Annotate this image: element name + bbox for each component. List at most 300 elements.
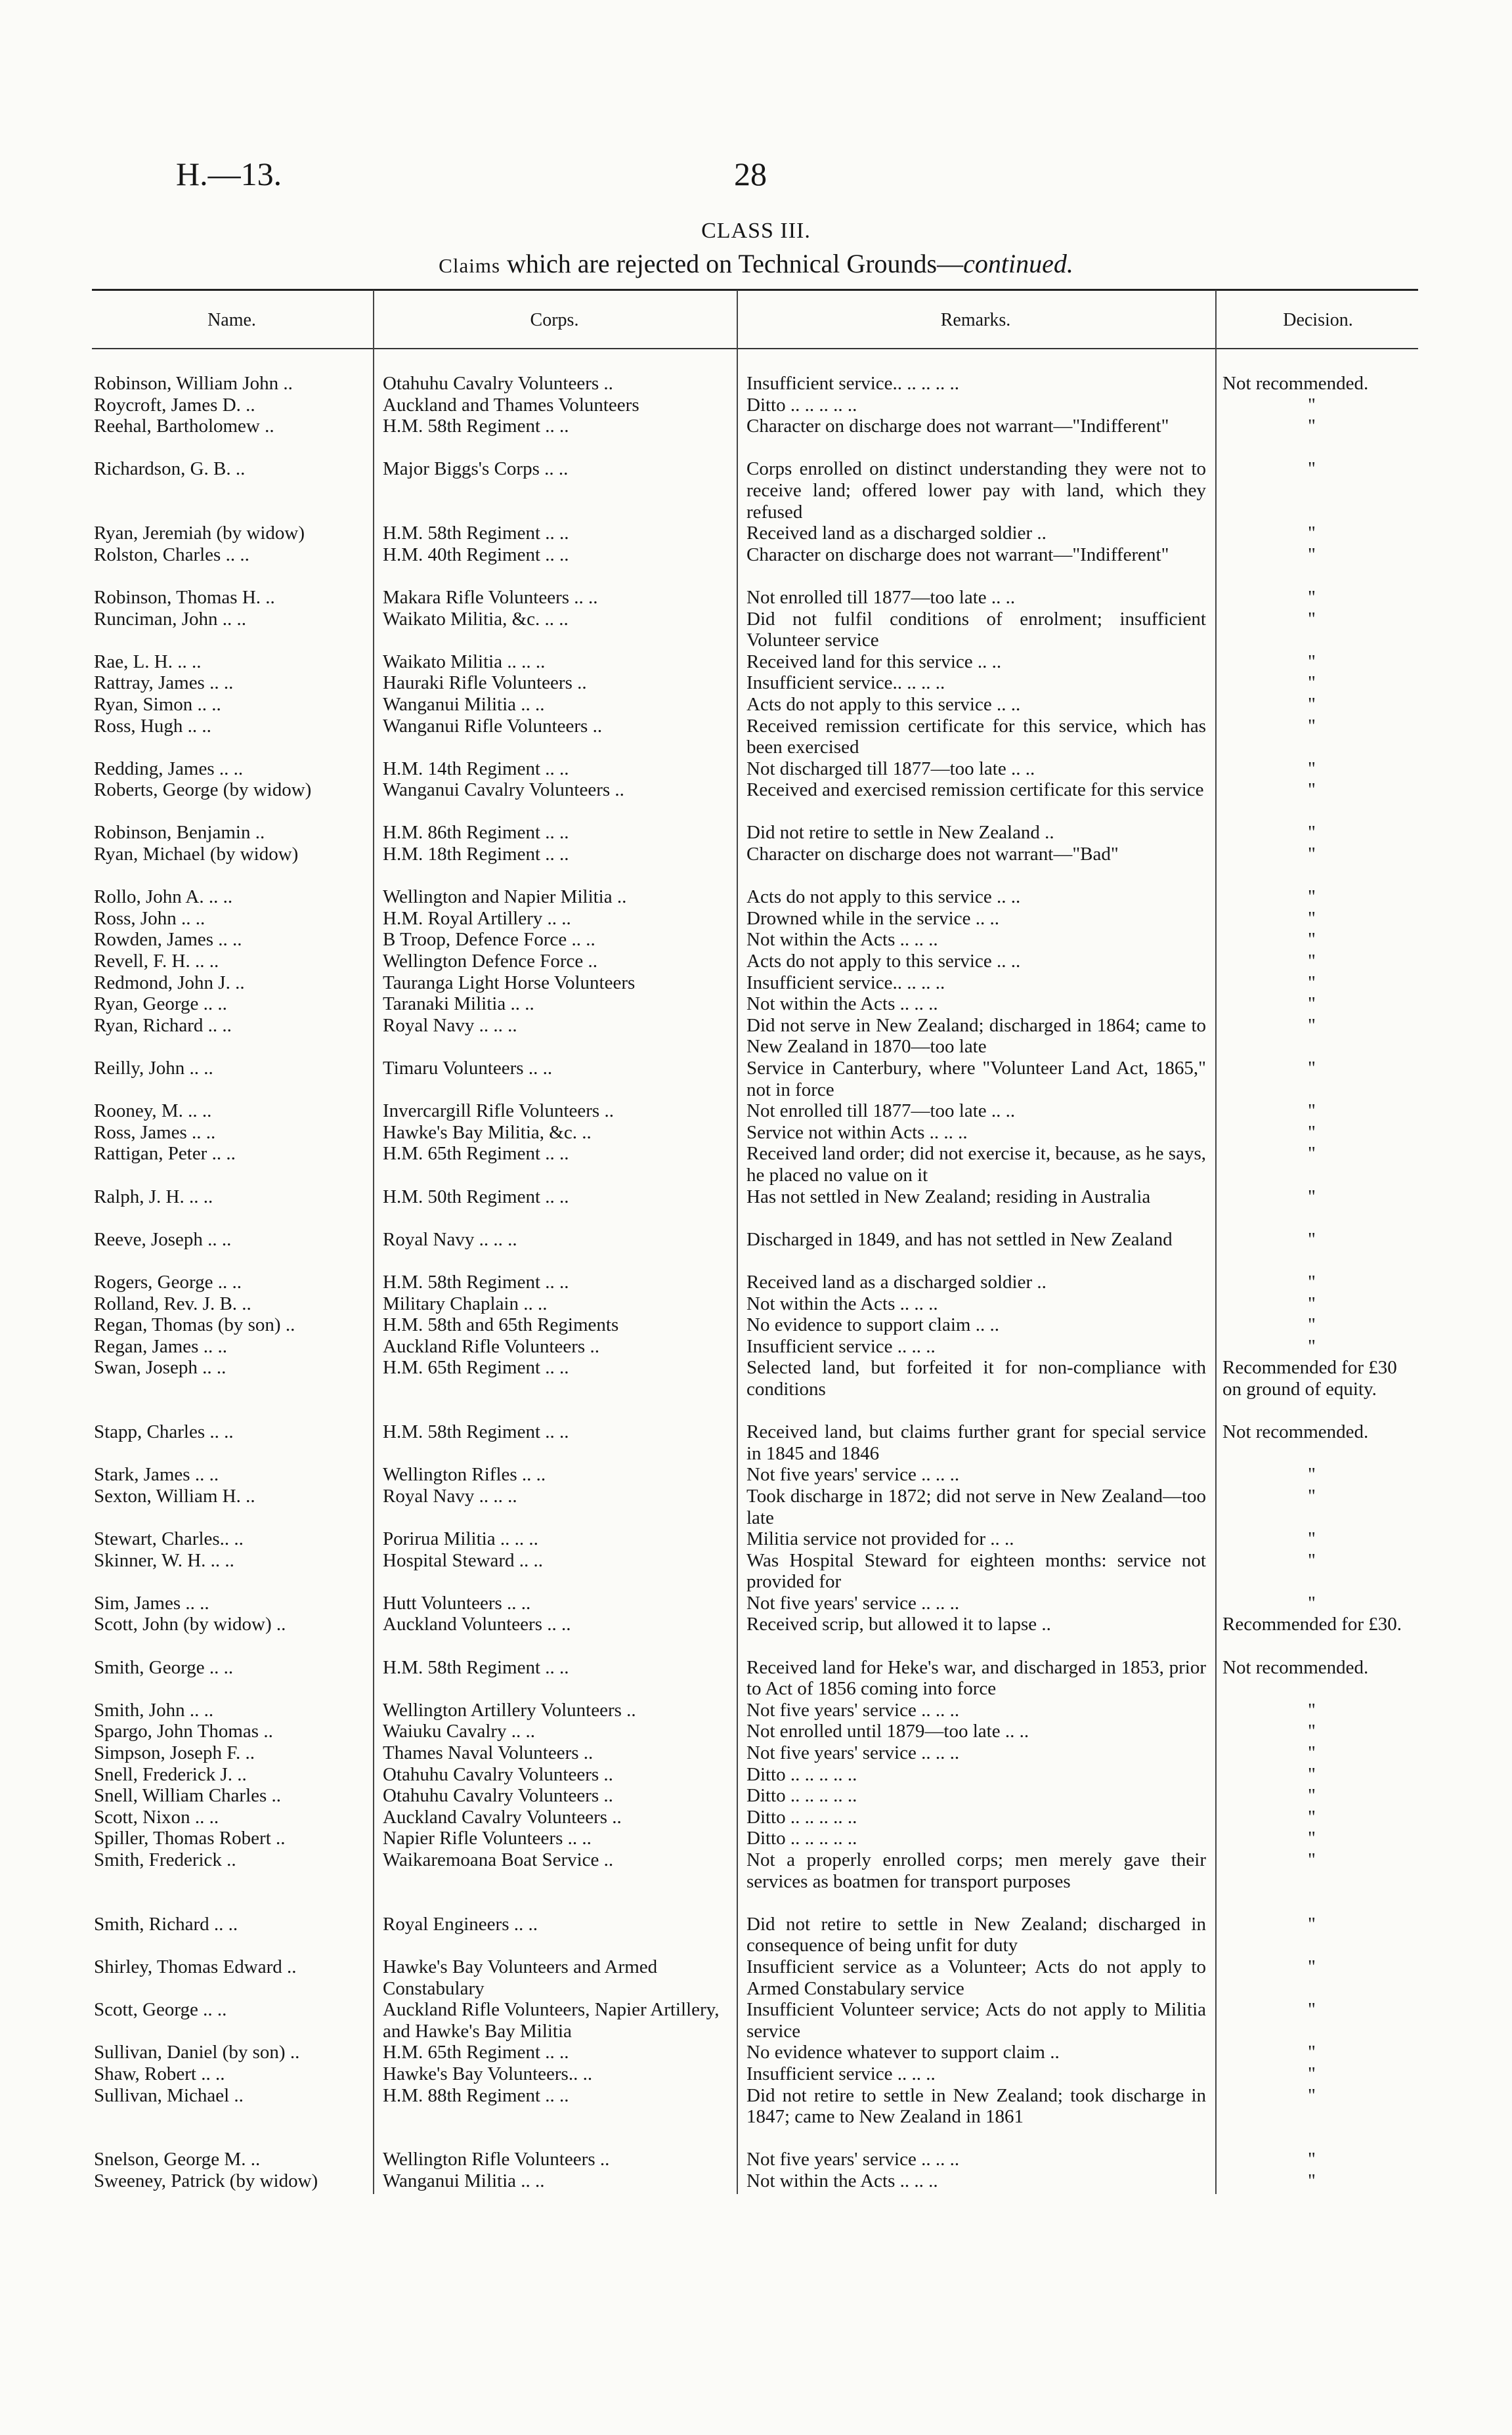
- decision: ": [1308, 822, 1316, 844]
- corps: Wanganui Rifle Volunteers ..: [383, 715, 603, 737]
- decision: ": [1308, 1314, 1316, 1336]
- corps: Makara Rifle Volunteers .. ..: [383, 586, 598, 608]
- claimant-name: Robinson, William John ..: [94, 373, 293, 394]
- decision: ": [1308, 1293, 1316, 1314]
- decision: ": [1308, 2042, 1316, 2063]
- claimant-name: Skinner, W. H. .. ..: [94, 1549, 234, 1571]
- table-row: [0, 544, 1512, 587]
- decision: Not recommended.: [1222, 1656, 1369, 1678]
- table-row: [0, 929, 1512, 951]
- page-number: 28: [734, 156, 767, 192]
- claimant-name: Sullivan, Michael ..: [94, 2084, 244, 2106]
- corps: H.M. 58th Regiment .. ..: [383, 523, 569, 544]
- remarks: Insufficient service .. .. ..: [746, 1335, 936, 1357]
- claimant-name: Sweeney, Patrick (by widow): [94, 2170, 318, 2191]
- table-row: [0, 844, 1512, 886]
- corps: B Troop, Defence Force .. ..: [383, 929, 595, 951]
- remarks: Received land for this service .. ..: [746, 651, 1002, 672]
- decision: ": [1308, 1335, 1316, 1357]
- remarks: Was Hospital Steward for eighteen months: service not provided for: [746, 1549, 1206, 1593]
- claimant-name: Runciman, John .. ..: [94, 608, 246, 630]
- corps: Otahuhu Cavalry Volunteers ..: [383, 1785, 613, 1807]
- claimant-name: Reilly, John .. ..: [94, 1058, 213, 1079]
- decision: ": [1308, 608, 1316, 630]
- claimant-name: Rolston, Charles .. ..: [94, 544, 249, 565]
- claimant-name: Sim, James .. ..: [94, 1592, 209, 1614]
- claimant-name: Smith, George .. ..: [94, 1656, 234, 1678]
- decision: ": [1308, 1699, 1316, 1721]
- corps: H.M. 65th Regiment .. ..: [383, 2042, 569, 2063]
- claimant-name: Reehal, Bartholomew ..: [94, 416, 274, 437]
- table-row: [0, 523, 1512, 544]
- remarks: Received and exercised remission certificate for this service: [746, 779, 1204, 801]
- table-row: [0, 1614, 1512, 1656]
- decision: ": [1308, 1485, 1316, 1507]
- remarks: Acts do not apply to this service .. ..: [746, 693, 1021, 715]
- corps: Royal Navy .. .. ..: [383, 1228, 517, 1250]
- remarks: Did not retire to settle in New Zealand; took discharge in 1847; came to New Zealand in 1861: [746, 2084, 1206, 2128]
- remarks: Received remission certificate for this service, which has been exercised: [746, 715, 1206, 758]
- decision: ": [1308, 523, 1316, 544]
- claimant-name: Rattray, James .. ..: [94, 672, 234, 694]
- remarks: Ditto .. .. .. .. ..: [746, 394, 857, 416]
- corps: Timaru Volunteers .. ..: [383, 1058, 553, 1079]
- decision: ": [1308, 951, 1316, 972]
- claimant-name: Spargo, John Thomas ..: [94, 1721, 273, 1742]
- table-row: [0, 1764, 1512, 1786]
- remarks: Selected land, but forfeited it for non-compliance with conditions: [746, 1357, 1206, 1400]
- table-row: [0, 1015, 1512, 1058]
- decision: ": [1308, 1828, 1316, 1849]
- claimant-name: Regan, James .. ..: [94, 1335, 227, 1357]
- table-row: [0, 1999, 1512, 2042]
- corps: Wanganui Militia .. ..: [383, 2170, 545, 2191]
- claimant-name: Ryan, Simon .. ..: [94, 693, 221, 715]
- remarks: Not five years' service .. .. ..: [746, 1592, 960, 1614]
- decision: ": [1308, 458, 1316, 480]
- remarks: Acts do not apply to this service .. ..: [746, 951, 1021, 972]
- claimant-name: Scott, John (by widow) ..: [94, 1614, 286, 1635]
- corps: H.M. 86th Regiment .. ..: [383, 822, 569, 844]
- corps: Wellington Rifle Volunteers ..: [383, 2149, 610, 2170]
- claimant-name: Ross, John .. ..: [94, 907, 205, 929]
- remarks: Not discharged till 1877—too late .. ..: [746, 758, 1035, 779]
- decision: ": [1308, 1528, 1316, 1550]
- claimant-name: Spiller, Thomas Robert ..: [94, 1828, 286, 1849]
- corps: Taranaki Militia .. ..: [383, 993, 534, 1015]
- decision: ": [1308, 993, 1316, 1015]
- column-header-decision: Decision.: [1283, 310, 1353, 330]
- decision: ": [1308, 2084, 1316, 2106]
- remarks: Militia service not provided for .. ..: [746, 1528, 1014, 1550]
- decision: ": [1308, 1271, 1316, 1293]
- corps: Auckland Cavalry Volunteers ..: [383, 1806, 622, 1828]
- decision: ": [1308, 1721, 1316, 1742]
- corps: Invercargill Rifle Volunteers ..: [383, 1100, 614, 1122]
- decision: ": [1308, 1549, 1316, 1571]
- remarks: Insufficient service.. .. .. .. ..: [746, 373, 960, 394]
- corps: Porirua Militia .. .. ..: [383, 1528, 538, 1550]
- table-row: [0, 672, 1512, 694]
- table-row: [0, 1293, 1512, 1315]
- decision: ": [1308, 758, 1316, 779]
- decision: ": [1308, 1592, 1316, 1614]
- decision: Not recommended.: [1222, 1421, 1369, 1443]
- corps: Royal Navy .. .. ..: [383, 1014, 517, 1036]
- table-row: [0, 1314, 1512, 1336]
- decision: ": [1308, 1999, 1316, 2021]
- table-row: [0, 1186, 1512, 1229]
- remarks: Discharged in 1849, and has not settled in New Zealand: [746, 1228, 1173, 1250]
- table-row: [0, 1421, 1512, 1464]
- corps: Auckland Volunteers .. ..: [383, 1614, 571, 1635]
- table-row: [0, 1849, 1512, 1914]
- claimant-name: Snelson, George M. ..: [94, 2149, 261, 2170]
- remarks: Received land order; did not exercise it, because, as he says, he placed no value on it: [746, 1143, 1206, 1186]
- table-row: [0, 886, 1512, 908]
- remarks: Service not within Acts .. .. ..: [746, 1121, 968, 1143]
- decision: ": [1308, 844, 1316, 865]
- remarks: Not enrolled till 1877—too late .. ..: [746, 1100, 1016, 1122]
- table-row: [0, 395, 1512, 416]
- remarks: Insufficient service.. .. .. ..: [746, 672, 945, 694]
- corps: H.M. 58th Regiment .. ..: [383, 416, 569, 437]
- remarks: Did not fulfil conditions of enrolment; insufficient Volunteer service: [746, 608, 1206, 651]
- claimant-name: Swan, Joseph .. ..: [94, 1357, 227, 1379]
- table-row: [0, 1914, 1512, 1956]
- remarks: Character on discharge does not warrant—"Indifferent": [746, 544, 1169, 565]
- decision: ": [1308, 1186, 1316, 1207]
- decision: ": [1308, 693, 1316, 715]
- claimant-name: Redding, James .. ..: [94, 758, 244, 779]
- corps: H.M. 88th Regiment .. ..: [383, 2084, 569, 2106]
- claimant-name: Ralph, J. H. .. ..: [94, 1186, 213, 1207]
- table-row: [0, 1357, 1512, 1421]
- table-row: [0, 416, 1512, 458]
- claimant-name: Sexton, William H. ..: [94, 1485, 255, 1507]
- remarks: Received land, but claims further grant for special service in 1845 and 1846: [746, 1421, 1206, 1464]
- corps: H.M. 50th Regiment .. ..: [383, 1186, 569, 1207]
- corps: H.M. 18th Regiment .. ..: [383, 844, 569, 865]
- table-row: [0, 908, 1512, 930]
- table-row: [0, 758, 1512, 780]
- corps: H.M. 65th Regiment .. ..: [383, 1143, 569, 1165]
- table-top-rule: [92, 289, 1418, 291]
- corps: Auckland Rifle Volunteers ..: [383, 1335, 599, 1357]
- table-row: [0, 822, 1512, 844]
- corps: Hauraki Rifle Volunteers ..: [383, 672, 587, 694]
- claimant-name: Richardson, G. B. ..: [94, 458, 246, 480]
- table-row: [0, 2042, 1512, 2063]
- table-row: [0, 1593, 1512, 1614]
- claimant-name: Ryan, George .. ..: [94, 993, 227, 1015]
- claimant-name: Smith, John .. ..: [94, 1699, 214, 1721]
- corps: Wanganui Militia .. ..: [383, 693, 545, 715]
- table-row: [0, 587, 1512, 609]
- corps: Napier Rifle Volunteers .. ..: [383, 1828, 592, 1849]
- corps: H.M. 65th Regiment .. ..: [383, 1357, 569, 1379]
- claims-table-body: [0, 373, 1512, 2192]
- table-row: [0, 1336, 1512, 1358]
- decision: Not recommended.: [1222, 373, 1369, 394]
- table-row: [0, 1272, 1512, 1293]
- decision: Recommended for £30.: [1222, 1614, 1402, 1635]
- remarks: Insufficient service as a Volunteer; Acts do not apply to Armed Constabulary service: [746, 1956, 1206, 1999]
- corps: Thames Naval Volunteers ..: [383, 1742, 594, 1764]
- decision: ": [1308, 929, 1316, 951]
- table-row: [0, 609, 1512, 651]
- remarks: Ditto .. .. .. .. ..: [746, 1806, 857, 1828]
- decision: ": [1308, 1763, 1316, 1785]
- claimant-name: Ryan, Jeremiah (by widow): [94, 523, 305, 544]
- table-row: [0, 972, 1512, 994]
- table-row: [0, 2149, 1512, 2170]
- remarks: Character on discharge does not warrant—"Indifferent": [746, 416, 1169, 437]
- decision: ": [1308, 1913, 1316, 1935]
- decision: ": [1308, 907, 1316, 929]
- table-row: [0, 1122, 1512, 1144]
- corps: Waikato Militia .. .. ..: [383, 651, 546, 672]
- remarks: Not a properly enrolled corps; men merely gave their services as boatmen for transport purposes: [746, 1849, 1206, 1892]
- corps: Waikaremoana Boat Service ..: [383, 1849, 614, 1870]
- corps: Otahuhu Cavalry Volunteers ..: [383, 1763, 613, 1785]
- remarks: Drowned while in the service .. ..: [746, 907, 999, 929]
- decision: ": [1308, 715, 1316, 737]
- decision: Recommended for £30 on ground of equity.: [1222, 1357, 1397, 1400]
- decision: ": [1308, 2063, 1316, 2084]
- remarks: Insufficient service.. .. .. ..: [746, 972, 945, 993]
- claimant-name: Stewart, Charles.. ..: [94, 1528, 244, 1550]
- corps: Wellington and Napier Militia ..: [383, 886, 627, 908]
- corps: H.M. 58th Regiment .. ..: [383, 1271, 569, 1293]
- claimant-name: Rollo, John A. .. ..: [94, 886, 233, 908]
- remarks: Not five years' service .. .. ..: [746, 2149, 960, 2170]
- remarks: Character on discharge does not warrant—"Bad": [746, 844, 1119, 865]
- corps: H.M. 14th Regiment .. ..: [383, 758, 569, 779]
- remarks: Ditto .. .. .. .. ..: [746, 1828, 857, 1849]
- table-row: [0, 373, 1512, 395]
- corps: Wellington Artillery Volunteers ..: [383, 1699, 636, 1721]
- table-subtitle: [0, 248, 1512, 279]
- subtitle-mid: which are rejected on Technical Grounds—: [507, 249, 964, 278]
- table-row: [0, 1143, 1512, 1186]
- table-row: [0, 2170, 1512, 2192]
- decision: ": [1308, 2170, 1316, 2191]
- remarks: Did not serve in New Zealand; discharged in 1864; came to New Zealand in 1870—too late: [746, 1014, 1206, 1058]
- claimant-name: Smith, Richard .. ..: [94, 1913, 238, 1935]
- corps: Waiuku Cavalry .. ..: [383, 1721, 536, 1742]
- table-header-rule: [92, 348, 1418, 349]
- remarks: Not five years' service .. .. ..: [746, 1699, 960, 1721]
- corps: Auckland Rifle Volunteers, Napier Artillery, and Hawke's Bay Militia: [383, 1999, 720, 2042]
- claimant-name: Smith, Frederick ..: [94, 1849, 236, 1870]
- claimant-name: Scott, Nixon .. ..: [94, 1806, 219, 1828]
- table-row: [0, 993, 1512, 1015]
- claimant-name: Roberts, George (by widow): [94, 779, 312, 801]
- remarks: Received land as a discharged soldier ..: [746, 1271, 1047, 1293]
- decision: ": [1308, 779, 1316, 801]
- remarks: Ditto .. .. .. .. ..: [746, 1763, 857, 1785]
- subtitle-continued: continued.: [963, 249, 1073, 278]
- remarks: No evidence whatever to support claim ..: [746, 2042, 1060, 2063]
- corps: Wellington Defence Force ..: [383, 951, 598, 972]
- table-row: [0, 458, 1512, 523]
- claimant-name: Regan, Thomas (by son) ..: [94, 1314, 295, 1336]
- table-row: [0, 1785, 1512, 1807]
- table-row: [0, 1100, 1512, 1122]
- document-reference: H.—13.: [176, 156, 282, 192]
- table-row: [0, 1956, 1512, 1999]
- remarks: Not within the Acts .. .. ..: [746, 2170, 938, 2191]
- remarks: Not within the Acts .. .. ..: [746, 993, 938, 1015]
- decision: ": [1308, 1014, 1316, 1036]
- decision: ": [1308, 672, 1316, 694]
- table-row: [0, 694, 1512, 716]
- claimant-name: Ross, James .. ..: [94, 1121, 216, 1143]
- claimant-name: Ross, Hugh .. ..: [94, 715, 211, 737]
- claimant-name: Sullivan, Daniel (by son) ..: [94, 2042, 300, 2063]
- table-row: [0, 2085, 1512, 2149]
- claimant-name: Roycroft, James D. ..: [94, 394, 255, 416]
- decision: ": [1308, 586, 1316, 608]
- claimant-name: Ryan, Michael (by widow): [94, 844, 299, 865]
- claimant-name: Rolland, Rev. J. B. ..: [94, 1293, 251, 1314]
- corps: H.M. 58th and 65th Regiments: [383, 1314, 619, 1336]
- claimant-name: Snell, Frederick J. ..: [94, 1763, 247, 1785]
- table-row: [0, 1550, 1512, 1593]
- corps: H.M. 58th Regiment .. ..: [383, 1656, 569, 1678]
- remarks: Received scrip, but allowed it to lapse ..: [746, 1614, 1051, 1635]
- table-row: [0, 2063, 1512, 2085]
- decision: ": [1308, 1121, 1316, 1143]
- corps: Wellington Rifles .. ..: [383, 1464, 546, 1486]
- corps: Tauranga Light Horse Volunteers: [383, 972, 636, 993]
- corps: H.M. Royal Artillery .. ..: [383, 907, 571, 929]
- claimant-name: Revell, F. H. .. ..: [94, 951, 219, 972]
- table-row: [0, 1807, 1512, 1828]
- corps: H.M. 40th Regiment .. ..: [383, 544, 569, 565]
- corps: Hawke's Bay Volunteers.. ..: [383, 2063, 593, 2084]
- table-row: [0, 1464, 1512, 1486]
- table-row: [0, 1058, 1512, 1100]
- corps: Wanganui Cavalry Volunteers ..: [383, 779, 624, 801]
- corps: Hospital Steward .. ..: [383, 1549, 544, 1571]
- table-row: [0, 1657, 1512, 1700]
- remarks: Insufficient Volunteer service; Acts do not apply to Militia service: [746, 1999, 1206, 2042]
- table-row: [0, 1828, 1512, 1849]
- column-header-remarks: Remarks.: [940, 310, 1011, 330]
- claimant-name: Robinson, Thomas H. ..: [94, 586, 275, 608]
- claimant-name: Ryan, Richard .. ..: [94, 1014, 232, 1036]
- corps: Hawke's Bay Militia, &c. ..: [383, 1121, 592, 1143]
- remarks: Corps enrolled on distinct understanding they were not to receive land; offered lower pay with land, which they refused: [746, 458, 1206, 523]
- decision: ": [1308, 1849, 1316, 1870]
- remarks: Insufficient service .. .. ..: [746, 2063, 936, 2084]
- decision: ": [1308, 1058, 1316, 1079]
- remarks: Not enrolled till 1877—too late .. ..: [746, 586, 1016, 608]
- table-row: [0, 1721, 1512, 1742]
- claimant-name: Rogers, George .. ..: [94, 1271, 242, 1293]
- claimant-name: Stapp, Charles .. ..: [94, 1421, 234, 1443]
- table-row: [0, 1528, 1512, 1550]
- remarks: Received land as a discharged soldier ..: [746, 523, 1047, 544]
- decision: ": [1308, 886, 1316, 908]
- corps: Hawke's Bay Volunteers and Armed Constabulary: [383, 1956, 658, 1999]
- remarks: Has not settled in New Zealand; residing in Australia: [746, 1186, 1151, 1207]
- corps: Royal Engineers .. ..: [383, 1913, 538, 1935]
- remarks: Ditto .. .. .. .. ..: [746, 1785, 857, 1807]
- remarks: Service in Canterbury, where "Volunteer Land Act, 1865," not in force: [746, 1058, 1206, 1100]
- decision: ": [1308, 1100, 1316, 1122]
- corps: H.M. 58th Regiment .. ..: [383, 1421, 569, 1443]
- remarks: Not enrolled until 1879—too late .. ..: [746, 1721, 1029, 1742]
- decision: ": [1308, 1742, 1316, 1764]
- decision: ": [1308, 2149, 1316, 2170]
- corps: Otahuhu Cavalry Volunteers ..: [383, 373, 613, 394]
- column-header-corps: Corps.: [530, 310, 579, 330]
- decision: ": [1308, 1956, 1316, 1977]
- corps: Hutt Volunteers .. ..: [383, 1592, 531, 1614]
- remarks: Not within the Acts .. .. ..: [746, 929, 938, 951]
- claimant-name: Rattigan, Peter .. ..: [94, 1143, 236, 1165]
- claimant-name: Reeve, Joseph .. ..: [94, 1228, 232, 1250]
- decision: ": [1308, 394, 1316, 416]
- claimant-name: Shaw, Robert .. ..: [94, 2063, 225, 2084]
- claimant-name: Robinson, Benjamin ..: [94, 822, 265, 844]
- corps: Waikato Militia, &c. .. ..: [383, 608, 569, 630]
- column-header-name: Name.: [207, 310, 256, 330]
- claimant-name: Rae, L. H. .. ..: [94, 651, 202, 672]
- remarks: Did not retire to settle in New Zealand ..: [746, 822, 1054, 844]
- remarks: Not five years' service .. .. ..: [746, 1742, 960, 1764]
- remarks: Did not retire to settle in New Zealand; discharged in consequence of being unfit for duty: [746, 1913, 1206, 1956]
- table-row: [0, 1229, 1512, 1272]
- table-row: [0, 1700, 1512, 1721]
- table-row: [0, 951, 1512, 972]
- decision: ": [1308, 972, 1316, 993]
- remarks: Received land for Heke's war, and discharged in 1853, prior to Act of 1856 coming into force: [746, 1656, 1206, 1700]
- remarks: Not five years' service .. .. ..: [746, 1464, 960, 1486]
- subtitle-lead: Claims: [439, 254, 501, 277]
- corps: Military Chaplain .. ..: [383, 1293, 548, 1314]
- claimant-name: Stark, James .. ..: [94, 1464, 219, 1486]
- decision: ": [1308, 544, 1316, 565]
- claimant-name: Snell, William Charles ..: [94, 1785, 282, 1807]
- claimant-name: Shirley, Thomas Edward ..: [94, 1956, 297, 1977]
- table-row: [0, 716, 1512, 758]
- corps: Auckland and Thames Volunteers: [383, 394, 639, 416]
- remarks: Not within the Acts .. .. ..: [746, 1293, 938, 1314]
- claimant-name: Rooney, M. .. ..: [94, 1100, 212, 1122]
- decision: ": [1308, 1785, 1316, 1807]
- decision: ": [1308, 1806, 1316, 1828]
- class-title: CLASS III.: [701, 219, 811, 243]
- remarks: Took discharge in 1872; did not serve in New Zealand—too late: [746, 1485, 1206, 1528]
- table-row: [0, 651, 1512, 673]
- claimant-name: Simpson, Joseph F. ..: [94, 1742, 255, 1764]
- claimant-name: Scott, George .. ..: [94, 1999, 227, 2021]
- decision: ": [1308, 1464, 1316, 1486]
- claimant-name: Redmond, John J. ..: [94, 972, 245, 993]
- decision: ": [1308, 1228, 1316, 1250]
- corps: Major Biggs's Corps .. ..: [383, 458, 569, 480]
- claimant-name: Rowden, James .. ..: [94, 929, 242, 951]
- decision: ": [1308, 1143, 1316, 1165]
- table-row: [0, 1486, 1512, 1528]
- decision: ": [1308, 416, 1316, 437]
- remarks: No evidence to support claim .. ..: [746, 1314, 999, 1336]
- table-row: [0, 1742, 1512, 1764]
